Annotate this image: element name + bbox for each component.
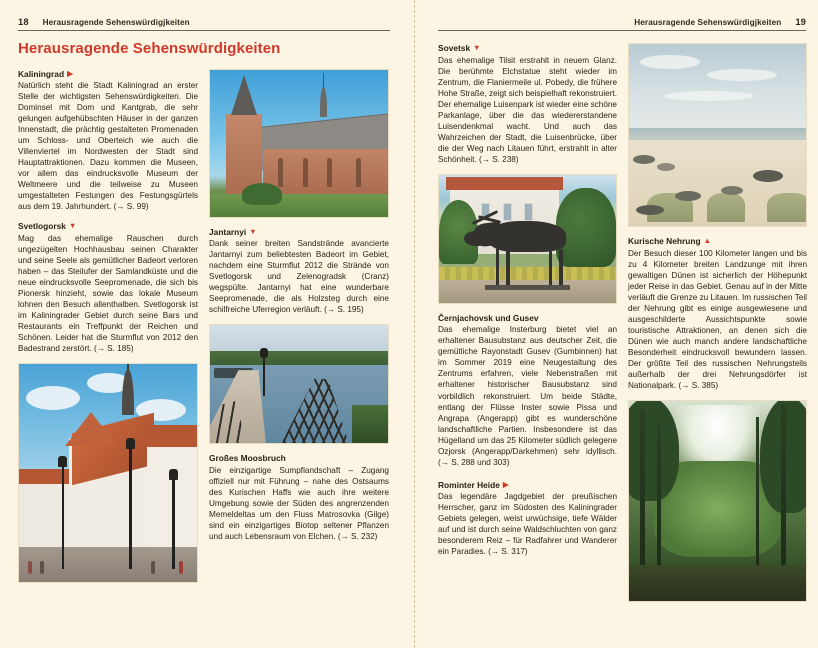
stone-shape [675, 191, 701, 201]
entry-heading-label: Sovetsk [438, 43, 471, 53]
spire-shape [231, 75, 257, 115]
entry-heading [438, 480, 617, 491]
gable-shape [65, 412, 117, 446]
entry-heading-label: Kaliningrad [18, 68, 65, 79]
plaza-shape [439, 280, 616, 303]
entry-heading [438, 313, 617, 324]
turret-shape [320, 87, 327, 117]
entry-heading-label: Rominter Heide [438, 479, 500, 490]
entry-sovetsk [438, 43, 617, 165]
street-lamp-shape [62, 465, 65, 570]
entry-kaliningrad [18, 69, 198, 213]
entry-heading-label: Černjachovsk und Gusev [438, 312, 539, 323]
triangle-down-icon: ▼ [68, 221, 77, 231]
bush-shape [242, 183, 282, 205]
entry-svetlogorsk [18, 221, 198, 354]
sea-shape [629, 128, 806, 141]
entry-heading [209, 227, 389, 238]
photo-canvas [19, 364, 197, 582]
entry-body: Das ehemalige Tilsit erstrahlt in neuem Glanz. Die berühmte Elchstatue steht wieder im Zentrum, die Flaniermeile ul. Pobedy, die frühere Hohe Straße, zeigt sich beispielhaft rekonstruiert. Der ehemalige Luisenpark ist wieder eine schöne Parkanlage, über die das wiedererstandene Luisendenkmal wacht. Und auch das Wahrzeichen der Stadt, die Luisenbrücke, über die der Weg nach Litauen führt, erstrahlt in alter Schönheit. (→ S. 238) [438, 55, 617, 164]
entry-heading [18, 221, 198, 232]
plinth-shape [485, 285, 570, 290]
kaliningrad-cathedral-photo [209, 69, 389, 218]
photo-canvas [629, 44, 806, 226]
roof-shape [446, 177, 563, 190]
triangle-up-icon: ▲ [703, 236, 711, 245]
photo-canvas [439, 175, 616, 303]
photo-canvas [210, 325, 388, 443]
cloud-shape [26, 386, 80, 410]
entry-cernjachovsk-gusev [438, 313, 617, 468]
elk-head-shape [464, 231, 487, 246]
entry-body: Natürlich steht die Stadt Kaliningrad an erster Stelle der wichtigsten Sehenswürdigkeiten. Die Dominsel mit Dom und Kantgrab, die sehr gelungen aufgehübschten Häuser in der ganzen Innenstadt, die prächtig gestalteten Promenaden um Schloss- und Oberteich wie auch die Villenviertel im Nordwesten der Stadt sind Hauptattraktionen. Dazu kommen die Museen, vor allem das eindrucksvolle Museum der Weltmeere und die teilweise zu Museen umgestalteten Festungen des Festungsgürtels aus dem 19. Jahrhundert. (→ S. 99) [18, 81, 198, 212]
reeds-shape [352, 405, 388, 443]
roof-shape [144, 425, 197, 447]
svetlogorsk-town-photo [18, 363, 198, 583]
kurische-nehrung-beach-photo [628, 43, 807, 227]
dune-grass-shape [707, 193, 745, 222]
person-shape [151, 561, 155, 574]
elk-leg-shape [506, 249, 510, 285]
left-page-columns [18, 69, 390, 593]
window-shape [303, 158, 308, 187]
triangle-right-icon: ▶ [67, 68, 73, 78]
column-2 [209, 69, 389, 551]
entry-heading-label: Jantarnyi [209, 226, 247, 237]
entry-body: Die einzigartige Sumpflandschaft – Zugang offiziell nur mit Führung – nahe des Ostsaums des Kurischen Haffs wie auch ihre weitere Umgebung sowie der Süden des angrenzenden Memeldeltas um den Fluss Matrosovka (Gilge) sind ein einzigartiges Biotop seltener Pflanzen und auch Lebensraum von Elchen. (→ S. 232) [209, 465, 389, 541]
elk-leg-shape [559, 249, 563, 285]
jantarnyi-boardwalk-photo [209, 324, 389, 444]
entry-body: Der Besuch dieser 100 Kilometer langen und bis zu 4 Kilometer breiten Landzunge mit ihren gewaltigen Dünen ist sicherlich der Höhepunkt jeder Reise in das Gebiet. Genau auf in der Mitte verläuft die Grenze zu Litauen. Im russischen Teil der Nehrung gibt es einige ausgewiesene und ausgeschilderte Aussichtspunkte sowie touristische Attraktionen, an denen sich die Dünen wie auch manch andere landschaftliche Besonderheit eindrucksvoll bewundern lassen. Der größte Teil des russischen Nehrungsteils außerhalb der drei Nehrungsdörfer ist Nationalpark. (→ S. 385) [628, 248, 807, 390]
entry-heading-label: Kurische Nehrung [628, 236, 701, 246]
photo-canvas [210, 70, 388, 217]
entry-heading-label: Großes Moosbruch [209, 453, 286, 464]
elk-leg-shape [549, 249, 553, 285]
folio-right: 19 [795, 16, 806, 27]
triangle-down-icon: ▼ [473, 43, 481, 52]
building-shape [19, 478, 72, 548]
column-4 [628, 43, 807, 611]
entry-kurische-nehrung [628, 236, 807, 391]
entry-heading [209, 453, 389, 464]
sovetsk-elk-statue-photo [438, 174, 617, 304]
right-page [414, 0, 818, 648]
elk-leg-shape [496, 249, 500, 285]
entry-jantarnyi [209, 227, 389, 316]
entry-body: Mag das ehemalige Rauschen durch ungezügelten Hochhausbau seinen Charakter und seine Seele als gemütlicher Badeort verloren haben – das Steilufer der Samlandküste und die neue eindrucksvolle Seepromenade, die sich bis Pionersk hinzieht, sowie das lokale Museum lohnen den Besuch allenthalben. Svetlogorsk ist im Kaliningrader Gebiet durch seine Bars und Restaurants ein Treffpunkt der Reichen und Schönen. Leider hat die Sturmflut von 2012 den Badestrand zerstört. (→ S. 185) [18, 233, 198, 354]
steeple-shape [122, 369, 134, 415]
right-page-columns [438, 43, 806, 611]
tree-shape [556, 188, 616, 267]
entry-heading [18, 69, 198, 80]
photo-canvas [629, 401, 806, 601]
forest-floor-shape [629, 565, 806, 601]
window-shape [278, 158, 283, 187]
running-head-right [438, 16, 806, 31]
entry-rominter-heide [438, 480, 617, 558]
column-3 [438, 43, 617, 566]
running-head-left [18, 16, 390, 31]
window-shape [356, 158, 361, 187]
window-shape [503, 203, 512, 221]
person-shape [179, 561, 183, 574]
person-shape [40, 561, 44, 574]
running-head-title-right: Herausragende Sehenswürdigjkeiten [634, 18, 782, 27]
folio-left: 18 [18, 16, 29, 27]
entry-heading-label: Svetlogorsk [18, 221, 66, 232]
dune-grass-shape [767, 193, 806, 222]
entry-heading [628, 236, 807, 247]
lawn-shape [210, 194, 388, 216]
rominter-heide-forest-photo [628, 400, 807, 602]
stone-shape [633, 155, 655, 164]
entry-body: Dank seiner breiten Sandstrände avancierte Jantarnyi zum beliebtesten Badeort im Gebiet, nachdem eine Sturmflut 2012 die Strände von Svetlogorsk und Zelenogradsk (Cranz) wegspülte. Jantarnyi hat eine wunderbare Seepromenade, die als Holzsteg durch eine schilfreiche Uferregion verläuft. (→ S. 195) [209, 239, 389, 315]
chapter-title: Herausragende Sehenswürdigkeiten [18, 40, 281, 57]
canopy-shape [629, 401, 679, 501]
cloud-shape [640, 55, 700, 69]
entry-heading [438, 43, 617, 54]
triangle-right-icon: ▶ [502, 479, 509, 489]
window-shape [327, 158, 332, 187]
window-shape [524, 203, 533, 221]
running-head-title-left: Herausragende Sehenswürdigjkeiten [42, 18, 190, 27]
street-lamp-shape [129, 447, 132, 569]
column-1 [18, 69, 198, 593]
person-shape [28, 561, 32, 574]
ground-shape [19, 547, 197, 582]
stone-shape [721, 186, 743, 195]
triangle-down-icon: ▼ [249, 226, 257, 236]
entry-grosses-moosbruch [209, 453, 389, 542]
treeline-shape [210, 351, 388, 365]
entry-body: Das legendäre Jagdgebiet der preußischen Herrscher, ganz im Südosten des Kaliningrader Gebiets gelegen, weist urwüchsige, tiefe Wälder auf und ist durch seine Waldschluchten von ganz besonderem Reiz – für Radfahrer und Wanderer ein Paradies. (→ S. 317) [438, 492, 617, 557]
street-lamp-shape [172, 478, 175, 570]
entry-body: Das ehemalige Insterburg bietet viel an erhaltener Bausubstanz aus deutscher Zeit, die gemütliche Rayonstadt Gusev (Gumbinnen) hat im Sommer 2019 eine Neugestaltung des Zentrums erfahren, viele Nebenstraßen mit erhaltener historischer Bausubstanz sind vorbildlich rekonstruiert. Um beide Städte, entlang der Flüsse Inster sowie Pissa und Angrapa (Angerapp) gibt es wunderschöne landschaftliche Partien. Insbesondere ist das Hügelland um das 25 Kilometer südlich gelegene Ozjorsk (Angerapp/Darkehmen) sehr idyllisch. (→ S. 288 und 303) [438, 325, 617, 467]
lamp-post-shape [263, 356, 265, 396]
flowerbed-shape [439, 267, 616, 280]
roof-shape [19, 469, 72, 484]
